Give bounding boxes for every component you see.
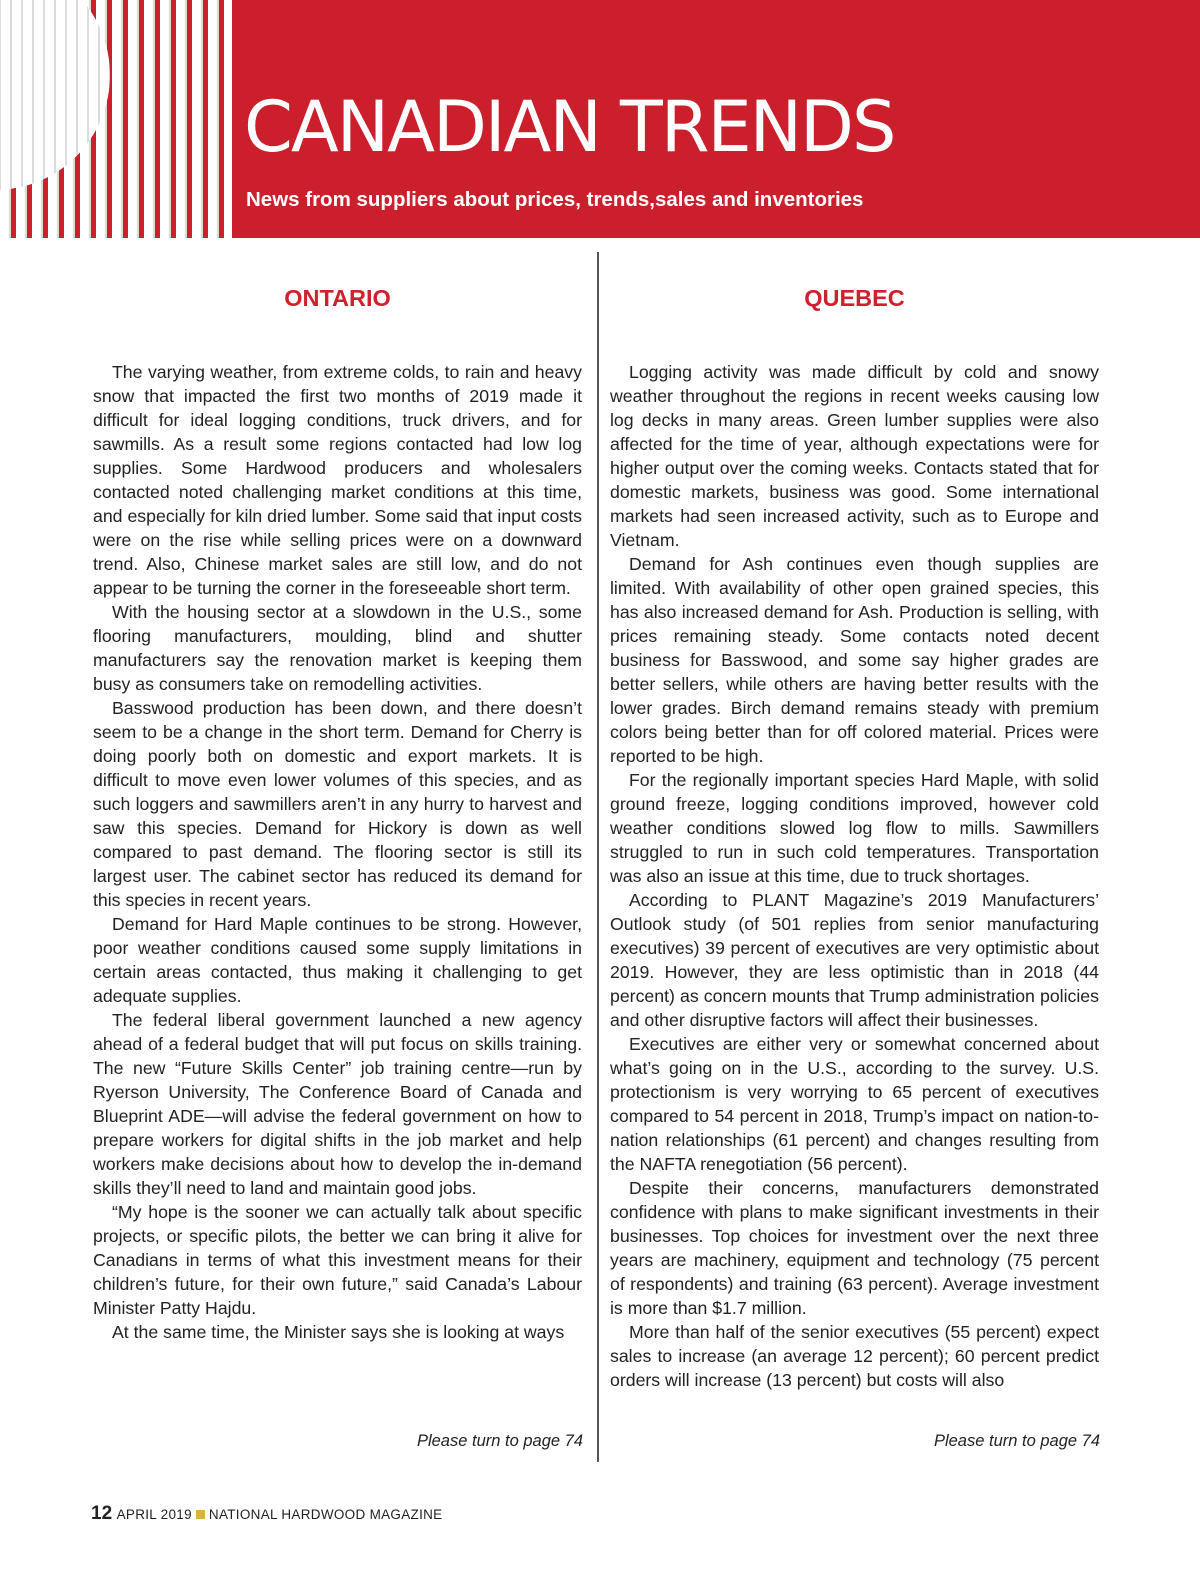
quebec-heading: QUEBEC [804,285,905,311]
ontario-paragraph: With the housing sector at a slowdown in the U.S., some flooring manufacturers, moulding, blind and shutter manufacturers say the renovation market is keeping them busy as consumers take on remodelling activities. [93,602,582,694]
quebec-paragraph: According to PLANT Magazine’s 2019 Manufacturers’ Outlook study (of 501 replies from senior manufacturing executives) 39 percent of executives are very optimistic about 2019. However, they are less optimistic than in 2018 (44 percent) as concern mounts that Trump administration policies and other disruptive factors will affect their businesses. [610,890,1099,1030]
ontario-continued-link[interactable]: Please turn to page 74 [416,1432,583,1450]
canada-flag-graphic [0,0,232,238]
page-subtitle: News from suppliers about prices, trends,sales and inventories [246,188,864,211]
page-title: CANADIAN TRENDS [244,86,895,168]
quebec-paragraph: Demand for Ash continues even though supplies are limited. With availability of other open grained species, this has also increased demand for Ash. Production is selling, with prices remaining steady. Some contacts noted decent business for Basswood, and some say higher grades are better sellers, while others are having better results with the lower grades. Birch demand remains steady with premium colors being better than for off colored material. Prices were reported to be high. [610,554,1099,766]
flag-disc [0,0,110,190]
page-number: 12 [91,1503,113,1524]
column-divider [597,252,599,1462]
header-banner [0,0,1200,238]
footer-square-icon [196,1510,205,1519]
issue-date: APRIL 2019 [116,1507,192,1522]
ontario-paragraph: Basswood production has been down, and there doesn’t seem to be a change in the short term. Demand for Cherry is doing poorly both on domestic and export markets. It is difficult to move even lower volumes of this species, and as such loggers and sawmillers aren’t in any hurry to harvest and saw this species. Demand for Hickory is down as well compared to past demand. The flooring sector is still its largest user. The cabinet sector has reduced its demand for this species in recent years. [93,698,582,910]
ontario-column [93,280,582,1344]
quebec-paragraph: Executives are either very or somewhat concerned about what’s going on in the U.S., according to the survey. U.S. protectionism is very worrying to 65 percent of executives compared to 54 percent in 2018, Trump’s impact on nation-to-nation relationships (61 percent) and changes resulting from the NAFTA renegotiation (56 percent). [610,1034,1099,1174]
ontario-paragraph: “My hope is the sooner we can actually talk about specific projects, or specific pilots, the better we can bring it alive for Canadians in terms of what this investment means for their children’s future, for their own future,” said Canada’s Labour Minister Patty Hajdu. [93,1202,582,1318]
quebec-body [610,360,1099,1392]
ontario-paragraph: The federal liberal government launched a new agency ahead of a federal budget that will put focus on skills training. The new “Future Skills Center” job training centre—run by Ryerson University, The Conference Board of Canada and Blueprint ADE—will advise the federal government on how to prepare workers for digital shifts in the job market and help workers make decisions about how to develop the in-demand skills they’ll need to land and maintain good jobs. [93,1010,582,1198]
ontario-heading: ONTARIO [284,285,391,311]
ontario-paragraph: The varying weather, from extreme colds, to rain and heavy snow that impacted the first two months of 2019 made it difficult for ideal logging conditions, truck drivers, and for sawmills. As a result some regions contacted had low log supplies. Some Hardwood producers and wholesalers contacted noted challenging market conditions at this time, and especially for kiln dried lumber. Some said that input costs were on the rise while selling prices were on a downward trend. Also, Chinese market sales are still low, and do not appear to be turning the corner in the foreseeable short term. [93,362,582,598]
quebec-column [610,280,1099,1392]
quebec-paragraph: For the regionally important species Hard Maple, with solid ground freeze, logging conditions improved, however cold weather conditions slowed log flow to mills. Sawmillers struggled to run in such cold temperatures. Transportation was also an issue at this time, due to truck shortages. [610,770,1099,886]
page-footer [91,1503,442,1525]
ontario-paragraph: Demand for Hard Maple continues to be strong. However, poor weather conditions caused some supply limitations in certain areas contacted, thus making it challenging to get adequate supplies. [93,914,582,1006]
magazine-name: NATIONAL HARDWOOD MAGAZINE [208,1507,443,1522]
quebec-paragraph: Despite their concerns, manufacturers demonstrated confidence with plans to make significant investments in their businesses. Top choices for investment over the next three years are machinery, equipment and technology (75 percent of respondents) and training (63 percent). Average investment is more than $1.7 million. [610,1178,1099,1318]
quebec-paragraph: More than half of the senior executives (55 percent) expect sales to increase (an average 12 percent); 60 percent predict orders will increase (13 percent) but costs will also [610,1322,1099,1390]
quebec-continued-link[interactable]: Please turn to page 74 [933,1432,1100,1450]
quebec-paragraph: Logging activity was made difficult by cold and snowy weather throughout the regions in recent weeks causing low log decks in many areas. Green lumber supplies were also affected for the time of year, although expectations were for higher output over the coming weeks. Contacts stated that for domestic markets, business was good. Some international markets had seen increased activity, such as to Europe and Vietnam. [610,362,1099,550]
ontario-body [93,360,582,1344]
ontario-paragraph: At the same time, the Minister says she is looking at ways [112,1322,565,1342]
